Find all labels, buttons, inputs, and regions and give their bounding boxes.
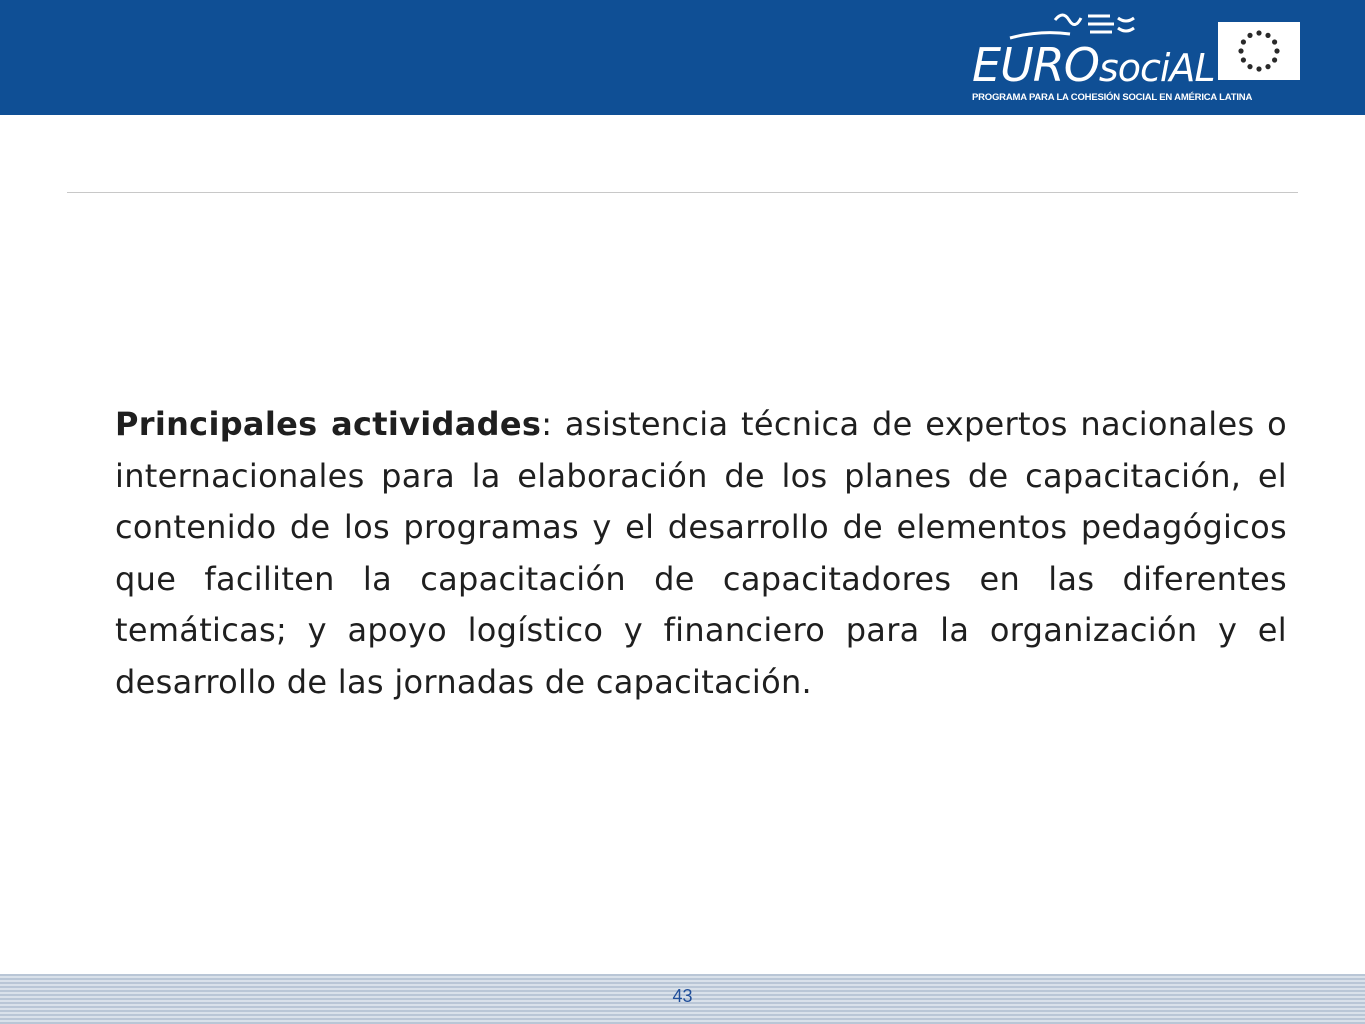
logo-wordmark xyxy=(972,38,1215,92)
title-divider xyxy=(67,192,1298,193)
header-band xyxy=(0,0,1365,115)
page-number: 43 xyxy=(672,986,693,1006)
logo-word-small: sociAL xyxy=(1098,46,1215,90)
eurosocial-logo xyxy=(960,8,1305,108)
body-text: : asistencia técnica de expertos nacionales o internacionales para la elaboración de los planes de capacitación, el contenido de los programas y el desarrollo de elementos pedagógicos que faciliten la capacitación de capacitadores en las diferentes temáticas; y apoyo logístico y financiero para la organización y el desarrollo de las jornadas de capacitación. xyxy=(115,405,1287,701)
eu-flag-icon xyxy=(1218,22,1300,80)
body-paragraph xyxy=(115,399,1287,708)
logo-word-big: EURO xyxy=(972,38,1099,92)
body-lead: Principales actividades xyxy=(115,405,542,443)
logo-tagline: PROGRAMA PARA LA COHESIÓN SOCIAL EN AMÉRICA LATINA xyxy=(972,92,1253,103)
